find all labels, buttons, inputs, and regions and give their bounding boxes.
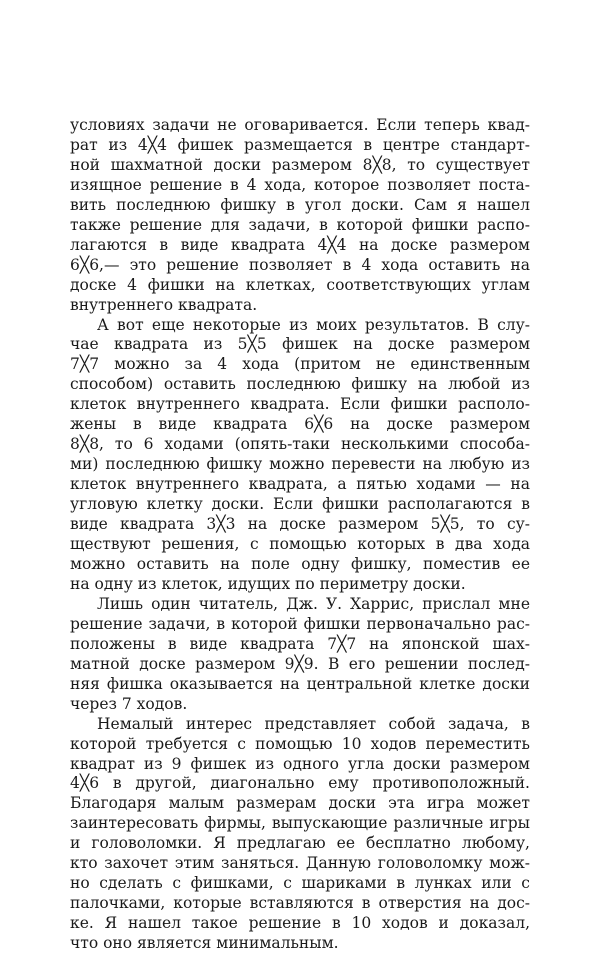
text-line: что оно является минимальным. xyxy=(70,934,339,953)
text-line: через 7 ходов. xyxy=(70,694,188,713)
text-line: ми) последнюю фишку можно перевести на любую из xyxy=(70,455,530,474)
text-line: ществуют решения, с помощью которых в два хода xyxy=(70,535,530,554)
text-line: А вот еще некоторые из моих результатов. В слу- xyxy=(97,315,530,334)
paragraph-1 xyxy=(70,116,530,316)
text-line: жены в виде квадрата 6╳6 на доске размером xyxy=(70,415,530,434)
text-line: также решение для задачи, в которой фишки распо- xyxy=(70,215,530,234)
text-line: кто захочет этим заняться. Данную головоломку мож- xyxy=(70,854,530,873)
text-line: чае квадрата из 5╳5 фишек на доске размером xyxy=(70,335,530,354)
text-line: палочками, которые вставляются в отверстия на дос- xyxy=(70,894,530,913)
text-line: лагаются в виде квадрата 4╳4 на доске размером xyxy=(70,235,530,254)
text-line: матной доске размером 9╳9. В его решении послед- xyxy=(70,654,530,673)
text-line: няя фишка оказывается на центральной клетке доски xyxy=(70,674,530,693)
text-line: условиях задачи не оговаривается. Если теперь квад- xyxy=(70,116,530,134)
text-line: Немалый интерес представляет собой задача, в xyxy=(97,714,530,733)
text-line: на одну из клеток, идущих по периметру доски. xyxy=(70,574,466,593)
text-line: виде квадрата 3╳3 на доске размером 5╳5, то су- xyxy=(70,515,530,534)
text-line: клеток внутреннего квадрата. Если фишки располо- xyxy=(70,395,530,414)
text-line: Лишь один читатель, Дж. У. Харрис, прислал мне xyxy=(97,594,530,613)
text-line: заинтересовать фирмы, выпускающие различные игры xyxy=(70,814,530,833)
text-line: рат из 4╳4 фишек размещается в центре стандарт- xyxy=(70,135,530,154)
text-line: 6╳6,— это решение позволяет в 4 хода оставить на xyxy=(70,255,530,274)
text-line: вить последнюю фишку в угол доски. Сам я нашел xyxy=(70,195,530,214)
text-line: клеток внутреннего квадрата, а пятью ходами — на xyxy=(70,475,530,494)
text-line: 7╳7 можно за 4 хода (притом не единственным xyxy=(70,355,530,374)
text-line: способом) оставить последнюю фишку на любой из xyxy=(70,375,530,394)
text-line: которой требуется с помощью 10 ходов переместить xyxy=(70,734,530,753)
text-line: и головоломки. Я предлагаю ее бесплатно любому, xyxy=(70,834,530,853)
text-line: можно оставить на поле одну фишку, поместив ее xyxy=(70,554,530,573)
text-line: 4╳6 в другой, диагонально ему противоположный. xyxy=(70,774,530,793)
text-line: но сделать с фишками, с шариками в лунках или с xyxy=(70,874,530,893)
text-line: изящное решение в 4 хода, которое позволяет поста- xyxy=(70,175,530,194)
text-line: ке. Я нашел такое решение в 10 ходов и доказал, xyxy=(70,914,530,933)
paragraph-4 xyxy=(70,715,530,954)
text-line: угловую клетку доски. Если фишки располагаются в xyxy=(70,495,530,514)
text-line: квадрат из 9 фишек из одного угла доски размером xyxy=(70,754,530,773)
text-line: Благодаря малым размерам доски эта игра может xyxy=(70,794,530,813)
text-line: положены в виде квадрата 7╳7 на японской шах- xyxy=(70,634,530,653)
text-line: решение задачи, в которой фишки первоначально рас- xyxy=(70,614,530,633)
text-line: доске 4 фишки на клетках, соответствующих углам xyxy=(70,275,530,294)
page-text-block xyxy=(70,116,530,954)
text-line: 8╳8, то 6 ходами (опять-таки несколькими способа- xyxy=(70,435,530,454)
paragraph-2 xyxy=(70,316,530,595)
text-line: внутреннего квадрата. xyxy=(70,295,258,314)
paragraph-3 xyxy=(70,595,530,715)
text-line: ной шахматной доски размером 8╳8, то существует xyxy=(70,155,530,174)
